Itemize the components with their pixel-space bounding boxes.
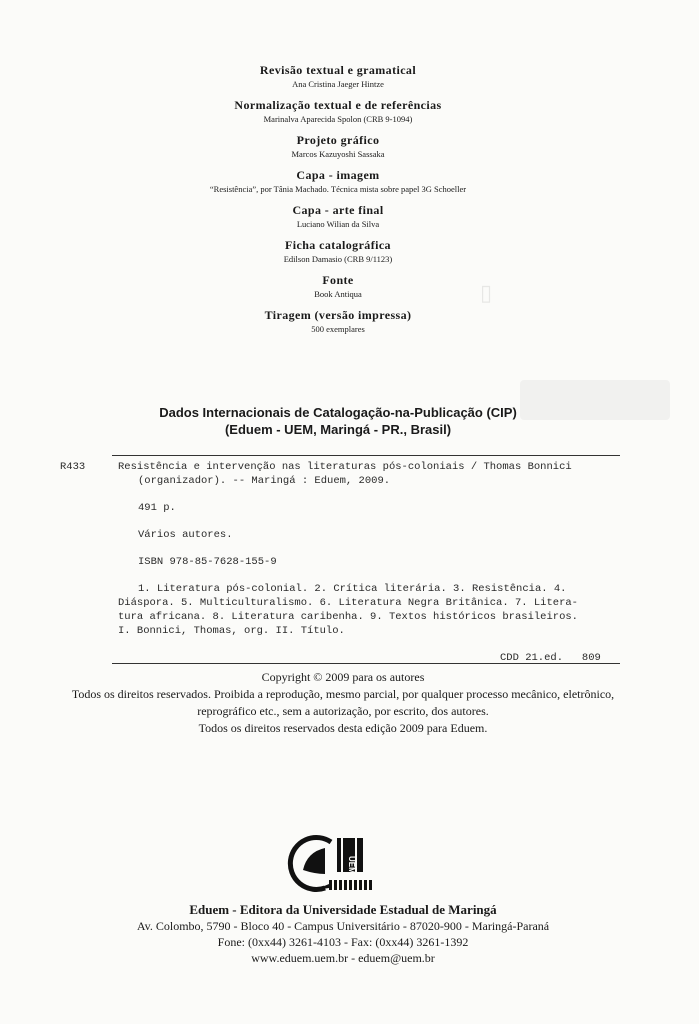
credit-body: Marinalva Aparecida Spolon (CRB 9-1094) [263, 114, 413, 124]
credit-normalization [0, 98, 676, 125]
publisher-address: Av. Colombo, 5790 - Bloco 40 - Campus Universitário - 87020-900 - Maringá-Paraná [136, 919, 550, 933]
eduem-logo-graphic [285, 830, 385, 900]
publisher-web: www.eduem.uem.br - eduem@uem.br [251, 951, 435, 965]
rights-line-3: Todos os direitos reservados desta edição 2009 para Eduem. [198, 721, 488, 735]
credit-body: 500 exemplares [311, 324, 365, 334]
rights-line-1: Todos os direitos reservados. Proibida a reprodução, mesmo parcial, por qualquer processo mecânico, eletrônico, [71, 687, 615, 701]
card-subjects-line-2: Diáspora. 5. Multiculturalismo. 6. Literatura Negra Britânica. 7. Litera- [118, 597, 578, 609]
credit-body: Marcos Kazuyoshi Sassaka [291, 149, 385, 159]
credit-print-run [0, 308, 676, 335]
rights-section [0, 669, 686, 737]
catalog-top-rule [112, 455, 620, 456]
card-isbn: ISBN 978-85-7628-155-9 [138, 556, 277, 568]
credit-title: Capa - arte final [292, 203, 384, 217]
card-note: Vários autores. [138, 529, 233, 541]
credit-catalog-card [0, 238, 676, 265]
card-pages: 491 p. [138, 502, 176, 514]
card-subjects-line-4: I. Bonnici, Thomas, org. II. Título. [118, 625, 345, 637]
rights-line-2: reprográfico etc., sem a autorização, por escrito, dos autores. [197, 704, 489, 718]
credit-font [0, 273, 676, 300]
credit-title: Projeto gráfico [296, 133, 380, 147]
credit-title: Capa - imagem [296, 168, 380, 182]
credits-section [0, 63, 676, 343]
logo-text: UEM [347, 856, 356, 874]
credit-cover-image [0, 168, 676, 195]
eduem-logo [285, 830, 385, 900]
card-subjects-line-1: 1. Literatura pós-colonial. 2. Crítica literária. 3. Resistência. 4. [138, 583, 567, 595]
credit-title: Fonte [322, 273, 354, 287]
card-title-line-2: (organizador). -- Maringá : Eduem, 2009. [138, 475, 391, 487]
card-title-line-1: Resistência e intervenção nas literaturas pós-coloniais / Thomas Bonnici [118, 461, 572, 473]
card-cdd: CDD 21.ed. 809 [500, 652, 601, 664]
credit-body: Book Antiqua [314, 289, 362, 299]
card-subjects-line-3: tura africana. 8. Literatura caribenha. 9. Textos históricos brasileiros. [118, 611, 578, 623]
catalog-bottom-rule [112, 663, 620, 664]
credit-title: Ficha catalográfica [285, 238, 391, 252]
credit-body: “Resistência”, por Tânia Machado. Técnica mista sobre papel 3G Schoeller [209, 184, 467, 194]
publisher-name: Eduem - Editora da Universidade Estadual de Maringá [189, 902, 497, 917]
publisher-phone: Fone: (0xx44) 3261-4103 - Fax: (0xx44) 3261-1392 [217, 935, 469, 949]
call-number: R433 [60, 461, 86, 473]
publisher-section [0, 902, 686, 966]
credit-body: Ana Cristina Jaeger Hintze [292, 79, 384, 89]
credit-graphic-design [0, 133, 676, 160]
credit-revision [0, 63, 676, 90]
show-through-ghost-text: ▯ [480, 280, 493, 305]
cip-heading [0, 404, 676, 438]
cip-line-1: Dados Internacionais de Catalogação-na-Publicação (CIP) [159, 405, 517, 420]
copyright-line: Copyright © 2009 para os autores [261, 670, 425, 684]
credit-title: Tiragem (versão impressa) [264, 308, 412, 322]
cip-line-2: (Eduem - UEM, Maringá - PR., Brasil) [224, 422, 452, 437]
credit-body: Edilson Damasio (CRB 9/1123) [283, 254, 393, 264]
credit-title: Revisão textual e gramatical [259, 63, 417, 77]
credit-body: Luciano Wilian da Silva [296, 219, 380, 229]
credit-cover-final-art [0, 203, 676, 230]
credit-title: Normalização textual e de referências [234, 98, 442, 112]
